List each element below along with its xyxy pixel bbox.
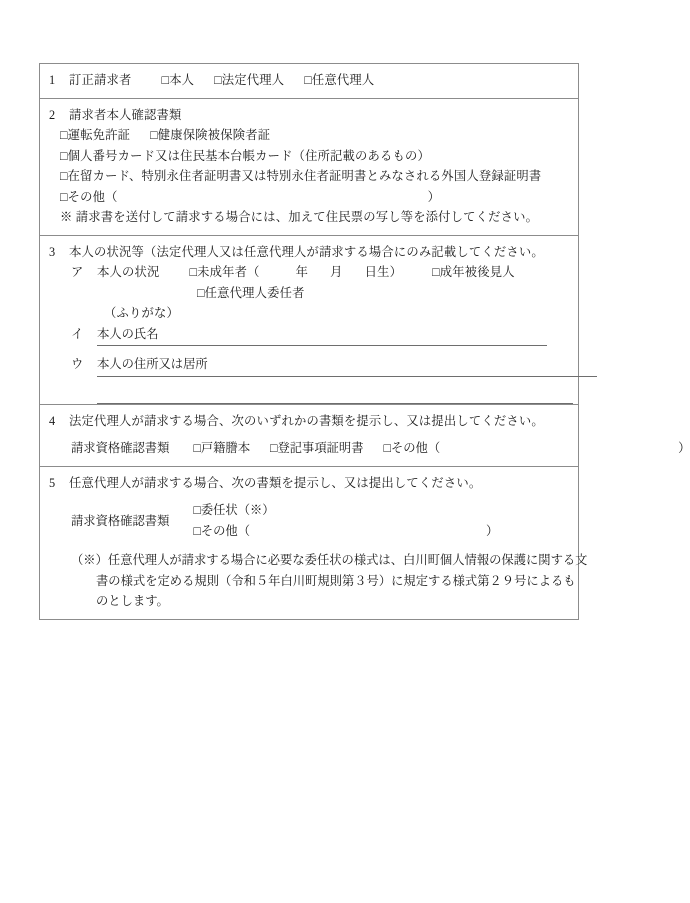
section-5-qualification-row xyxy=(49,500,569,542)
section-3-number: 3 xyxy=(49,244,56,259)
section-4-number: 4 xyxy=(49,413,56,428)
section-2-identity-documents xyxy=(40,99,578,236)
row-a-mark: ア xyxy=(71,265,84,279)
checkbox-other-document[interactable]: □その他（ xyxy=(60,189,118,204)
section-2-row-3 xyxy=(49,166,569,187)
checkbox-health-insurance-card[interactable]: □健康保険被保険者証 xyxy=(150,128,271,142)
furigana-label: （ふりがな） xyxy=(104,306,179,320)
checkbox-option-honnin[interactable]: □本人 xyxy=(161,73,195,87)
person-address-continuation-field[interactable] xyxy=(97,383,573,404)
birth-month-unit: 月 xyxy=(330,265,343,279)
footnote-line-1: （※）任意代理人が請求する場合に必要な委任状の様式は、白川町個人情報の保護に関する文 xyxy=(71,553,588,567)
form-table xyxy=(39,63,690,620)
checkbox-family-register[interactable]: □戸籍謄本 xyxy=(193,441,251,455)
section-1-line xyxy=(49,70,569,91)
section-5-title: 任意代理人が請求する場合、次の書類を提示し、又は提出してください。 xyxy=(69,475,482,490)
section-2-heading xyxy=(49,105,569,126)
checkbox-adult-ward[interactable]: □成年被後見人 xyxy=(432,265,515,279)
section-3-row-a xyxy=(49,262,569,283)
section-3-row-b xyxy=(49,324,569,347)
checkbox-option-voluntary-representative[interactable]: □任意代理人 xyxy=(304,73,375,87)
section-4-qualification-row xyxy=(49,438,690,459)
section-4-title: 法定代理人が請求する場合、次のいずれかの書類を提示し、又は提出してください。 xyxy=(69,413,544,428)
section-5-footnote xyxy=(49,550,588,612)
checkbox-residence-card[interactable]: □在留カード、特別永住者証明書又は特別永住者証明書とみなされる外国人登録証明書 xyxy=(60,169,542,183)
row-b-mark: イ xyxy=(71,326,84,341)
section-5-voluntary-representative xyxy=(40,467,588,619)
row-b-label: 本人の氏名 xyxy=(97,326,159,341)
other-qualification-paren-close: ） xyxy=(678,441,690,455)
section-5-heading xyxy=(49,473,569,494)
birth-day-unit: 日生） xyxy=(364,265,403,279)
section-4-heading xyxy=(49,411,569,432)
section-5-number: 5 xyxy=(49,475,56,490)
section-4-legal-representative xyxy=(40,405,690,467)
person-name-field[interactable] xyxy=(97,324,547,347)
section-1-requester xyxy=(40,64,578,99)
section-5-options xyxy=(193,500,498,542)
checkbox-drivers-license[interactable]: □運転免許証 xyxy=(60,128,131,142)
section-4-options xyxy=(193,438,690,459)
row-a-label: 本人の状況 xyxy=(97,265,160,279)
section-2-number: 2 xyxy=(49,107,56,122)
section-3-person-status xyxy=(40,236,578,405)
row-c-mark: ウ xyxy=(71,357,84,371)
section-3-heading xyxy=(49,242,569,263)
section-3-row-a-opt3 xyxy=(49,283,569,304)
footnote-line-3: のとします。 xyxy=(96,594,169,608)
section-2-row-2 xyxy=(49,146,569,167)
section-3-row-c xyxy=(49,354,569,377)
checkbox-my-number-or-juki-card[interactable]: □個人番号カード又は住民基本台帳カード（住所記載のあるもの） xyxy=(60,148,431,163)
checkbox-option-legal-representative[interactable]: □法定代理人 xyxy=(214,73,285,87)
section-3-title: 本人の状況等（法定代理人又は任意代理人が請求する場合にのみ記載してください。 xyxy=(69,244,544,259)
section-2-row-1 xyxy=(49,125,569,146)
checkbox-registered-matters-certificate[interactable]: □登記事項証明書 xyxy=(270,441,364,455)
section-5-doc-label: 請求資格確認書類 xyxy=(71,513,170,528)
section-2-row-4 xyxy=(49,187,569,208)
checkbox-power-of-attorney[interactable]: □委任状（※） xyxy=(193,503,275,517)
person-address-field[interactable] xyxy=(97,354,597,377)
section-2-title: 請求者本人確認書類 xyxy=(69,107,182,122)
footnote-line-2: 書の様式を定める規則（令和５年白川町規則第３号）に規定する様式第２９号によるも xyxy=(96,573,576,588)
section-1-number: 1 xyxy=(49,73,56,87)
other-document-paren-close: ） xyxy=(427,189,441,204)
other-voluntary-paren-close: ） xyxy=(486,524,499,538)
birth-year-unit: 年 xyxy=(295,265,309,279)
section-2-note: ※ 請求書を送付して請求する場合には、加えて住民票の写し等を添付してください。 xyxy=(60,210,539,224)
section-4-doc-label: 請求資格確認書類 xyxy=(71,441,170,455)
checkbox-other-qualification[interactable]: □その他（ xyxy=(383,441,441,455)
row-c-label: 本人の住所又は居所 xyxy=(97,357,208,371)
section-1-title: 訂正請求者 xyxy=(69,73,132,87)
checkbox-other-voluntary-document[interactable]: □その他（ xyxy=(193,524,251,538)
checkbox-voluntary-delegator[interactable]: □任意代理人委任者 xyxy=(197,285,305,300)
checkbox-minor[interactable]: □未成年者（ xyxy=(189,265,260,279)
section-5-other-row xyxy=(193,521,498,542)
